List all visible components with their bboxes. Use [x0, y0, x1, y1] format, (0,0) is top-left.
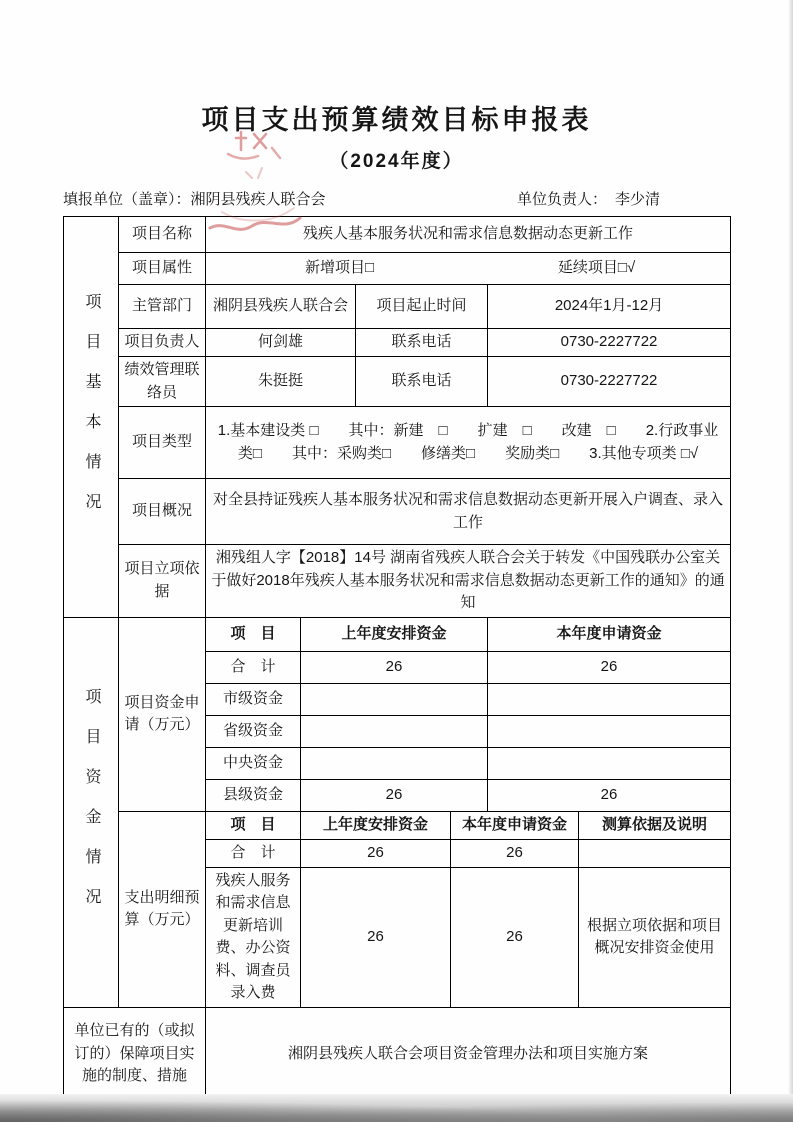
fund-request-header-prev: 上年度安排资金: [301, 617, 488, 651]
manager-phone-value: 0730-2227722: [488, 329, 731, 357]
expense-item-name: 残疾人服务和需求信息更新培训费、办公资料、调查员录入费: [206, 867, 301, 1007]
form-meta-line: [63, 188, 730, 209]
department-label: 主管部门: [119, 285, 206, 329]
row-project-attribute: [64, 253, 731, 285]
safeguard-value: 湘阴县残疾人联合会项目资金管理办法和项目实施方案: [206, 1007, 731, 1101]
period-label: 项目起止时间: [356, 285, 488, 329]
safeguard-label: 单位已有的（或拟订的）保障项目实施的制度、措施: [64, 1007, 206, 1101]
department-value: 湘阴县残疾人联合会: [206, 285, 356, 329]
scan-edge-bottom: [0, 1094, 793, 1122]
project-overview-value: 对全县持证残疾人基本服务状况和需求信息数据动态更新开展入户调查、录入工作: [206, 479, 731, 545]
expense-header-prev: 上年度安排资金: [301, 811, 451, 839]
form-year-subtitle: （2024年度）: [329, 151, 464, 172]
fund-item-curr: 26: [488, 651, 731, 683]
fund-item-curr: 26: [488, 779, 731, 811]
expense-item-curr: 26: [451, 839, 579, 867]
expense-item-basis: 根据立项依据和项目概况安排资金使用: [579, 867, 731, 1007]
expense-item-basis: [579, 839, 731, 867]
fund-item-prev: [301, 715, 488, 747]
fund-item-curr: [488, 747, 731, 779]
attribute-continue-checkbox: 延续项目□√: [557, 259, 636, 277]
fund-item-name: 省级资金: [206, 715, 301, 747]
fund-item-name: 中央资金: [206, 747, 301, 779]
fund-request-label: 项目资金申请（万元）: [119, 617, 206, 811]
project-basis-value: 湘残组人字【2018】14号 湖南省残疾人联合会关于转发《中国残联办公室关于做好2018年残疾人基本服务状况和需求信息数据动态更新工作的通知》的通知: [206, 545, 731, 618]
fill-unit-label: 填报单位（盖章）：: [63, 191, 191, 208]
project-type-value: 1.基本建设类 □ 其中：新建 □ 扩建 □ 改建 □ 2.行政事业类□ 其中：采购类□ 修缮类□ 奖励类□ 3.其他专项类 □√: [206, 407, 731, 479]
fund-item-prev: 26: [301, 651, 488, 683]
row-department: [64, 285, 731, 329]
row-project-type: [64, 407, 731, 479]
row-fund-request-header: [64, 617, 731, 651]
fund-item-prev: [301, 747, 488, 779]
manager-phone-label: 联系电话: [356, 329, 488, 357]
section-basic-info: [64, 217, 119, 618]
project-attribute-label: 项目属性: [119, 253, 206, 285]
row-manager: [64, 329, 731, 357]
fund-request-header-item: 项 目: [206, 617, 301, 651]
row-coordinator: [64, 357, 731, 407]
fund-request-header-curr: 本年度申请资金: [488, 617, 731, 651]
section-fund-info-label: 项目资金情况: [83, 688, 100, 929]
fill-unit-value: 湘阴县残疾人联合会: [190, 191, 326, 208]
project-attribute-value: [206, 253, 731, 285]
project-name-value: 残疾人基本服务状况和需求信息数据动态更新工作: [206, 217, 731, 253]
officer-value: 李少清: [614, 191, 660, 208]
period-value: 2024年1月-12月: [488, 285, 731, 329]
row-project-overview: [64, 479, 731, 545]
coordinator-label: 绩效管理联络员: [119, 357, 206, 407]
coordinator-phone-value: 0730-2227722: [488, 357, 731, 407]
fund-item-name: 合 计: [206, 651, 301, 683]
scan-edge-right: [788, 0, 793, 1122]
declaration-table: [63, 216, 731, 1102]
coordinator-value: 朱挺挺: [206, 357, 356, 407]
form-title: 项目支出预算绩效目标申报表: [201, 105, 592, 135]
project-overview-label: 项目概况: [119, 479, 206, 545]
expense-header-curr: 本年度申请资金: [451, 811, 579, 839]
section-basic-info-label: 项目基本情况: [83, 293, 100, 533]
row-safeguard: [64, 1007, 731, 1101]
expense-item-prev: 26: [301, 839, 451, 867]
expense-item-prev: 26: [301, 867, 451, 1007]
fund-item-curr: [488, 715, 731, 747]
expense-item-curr: 26: [451, 867, 579, 1007]
expense-detail-label: 支出明细预算（万元）: [119, 811, 206, 1007]
officer-group: [517, 188, 660, 209]
project-basis-label: 项目立项依据: [119, 545, 206, 618]
row-expense-detail-header: [64, 811, 731, 839]
row-project-basis: [64, 545, 731, 618]
manager-value: 何剑雄: [206, 329, 356, 357]
section-fund-info: [64, 617, 119, 1007]
officer-label: 单位负责人：: [516, 191, 607, 208]
row-project-name: [64, 217, 731, 253]
fund-item-name: 市级资金: [206, 683, 301, 715]
expense-item-name: 合 计: [206, 839, 301, 867]
manager-label: 项目负责人: [119, 329, 206, 357]
attribute-new-checkbox: 新增项目□: [304, 259, 375, 277]
fund-item-prev: [301, 683, 488, 715]
expense-header-basis: 测算依据及说明: [579, 811, 731, 839]
expense-header-item: 项 目: [206, 811, 301, 839]
fund-item-prev: 26: [301, 779, 488, 811]
fund-item-curr: [488, 683, 731, 715]
project-type-label: 项目类型: [119, 407, 206, 479]
project-name-label: 项目名称: [119, 217, 206, 253]
fund-item-name: 县级资金: [206, 779, 301, 811]
coordinator-phone-label: 联系电话: [356, 357, 488, 407]
